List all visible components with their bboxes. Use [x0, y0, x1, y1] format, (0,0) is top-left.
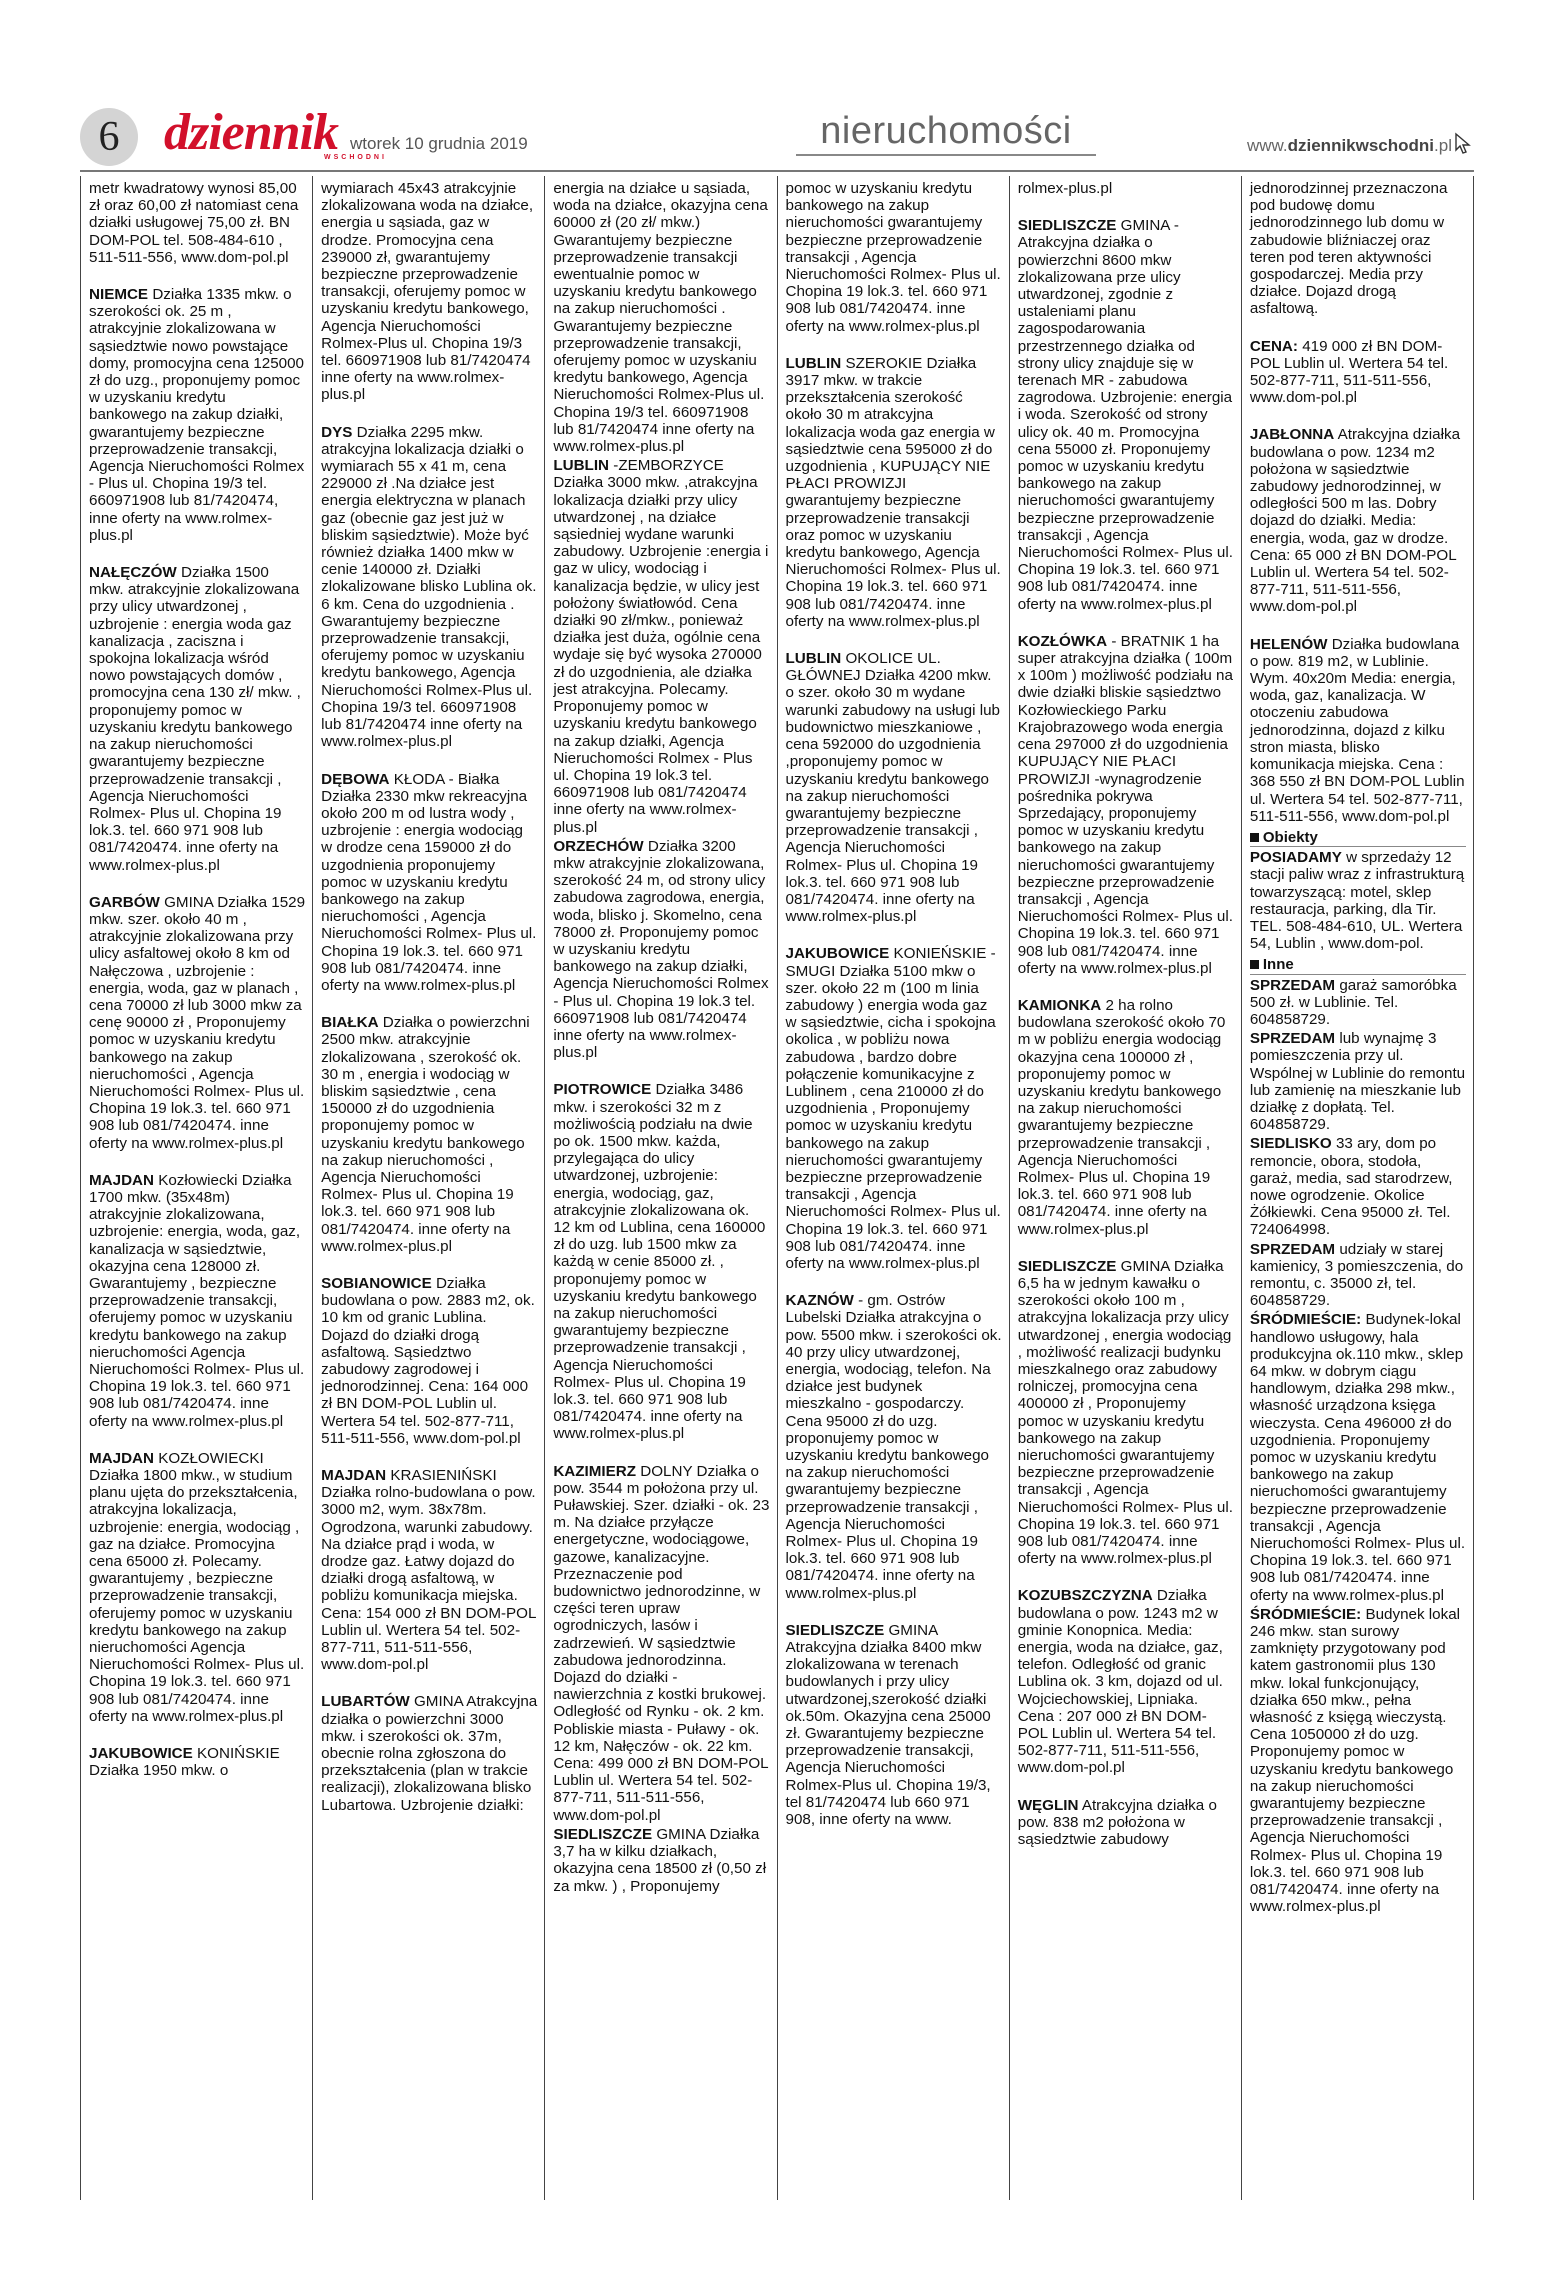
- newspaper-logo-sub: WSCHODNI: [324, 154, 387, 161]
- cursor-icon: [1454, 132, 1474, 156]
- issue-date: wtorek 10 grudnia 2019: [350, 134, 528, 153]
- ad-body: GMINA - Atrakcyjna działka o powierzchni 8600 mkw zlokalizowana prze ulicy utwardzonej, zgodnie z ustaleniami planu zagospodarowania przestrzennego działka od strony ulicy znajduje się w terenach MR - zabudowa zagrodowa. Uzbrojenie: energia i woda. Szerokość od strony ulicy ok. 40 m. Promocyjna cena 55000 zł. Proponujemy pomoc w uzyskaniu kredytu bankowego na zakup nieruchomości gwarantujemy bezpieczne przeprowadzenie transakcji , Agencja Nieruchomości Rolmex- Plus ul. Chopina 19 lok.3. tel. 660 971 908 lub 081/7420474. inne oferty na www.rolmex-plus.pl: [1017, 217, 1233, 613]
- classified-ad: [553, 180, 769, 455]
- ad-body: KRASIENIŃSKI Działka rolno-budowlana o pow. 3000 m2, wym. 38x78m. Ogrodzona, warunki zabudowy. Na działce prąd i woda, w drodze gaz. Łatwy dojazd do działki drogą asfaltową, w pobliżu komunikacja miejska. Cena: 154 000 zł BN DOM-POL Lublin ul. Wertera 54 tel. 502-877-711, 511-511-556, www.dom-pol.pl: [321, 1467, 536, 1674]
- ad-body: Działka 3486 mkw. i szerokości 32 m z możliwością podziału na dwie po ok. 1500 mkw. każda, przylegająca do ulicy utwardzonej, uzbrojenie: energia, wodociąg, gaz, atrakcyjnie zlokalizowana ok. 12 km od Lublina, cena 160000 zł do uzg. lub 1500 mkw za każdą w cenie 85000 zł. , proponujemy pomoc w uzyskaniu kredytu bankowego na zakup nieruchomości gwarantujemy bezpieczne przeprowadzenie transakcji , Agencja Nieruchomości Rolmex- Plus ul. Chopina 19 lok.3. tel. 660 971 908 lub 081/7420474. inne oferty na www.rolmex-plus.pl: [553, 1081, 766, 1443]
- classified-ad: [553, 457, 769, 835]
- ad-body: GMINA Atrakcyjna działka o powierzchni 3000 mkw. i szerokości ok. 37m, obecnie rolna zgłoszona do przekształcenia (plan w trakcie realizacji), zlokalizowana blisko Lubartowa. Uzbrojenie działki:: [321, 1693, 538, 1814]
- classified-ad: [89, 1745, 305, 1779]
- ad-body: SZEROKIE Działka 3917 mkw. w trakcie przekształcenia szerokość około 30 m atrakcyjna lokalizacja woda gaz energia w sąsiedztwie cena 595000 zł do uzgodnienia , KUPUJĄCY NIE PŁACI PROWIZJI gwarantujemy bezpieczne przeprowadzenie transakcji oraz pomoc w uzyskaniu kredytu bankowego, Agencja Nieruchomości Rolmex- Plus ul. Chopina 19 lok.3. tel. 660 971 908 lub 081/7420474. inne oferty na www.rolmex-plus.pl: [785, 354, 1001, 630]
- ad-heading: MAJDAN: [89, 1171, 154, 1189]
- classified-ad: [89, 564, 305, 874]
- square-bullet-icon: [1250, 960, 1259, 969]
- ad-heading: CENA:: [1249, 337, 1298, 355]
- classified-ad: [89, 1450, 305, 1725]
- ad-heading: NAŁĘCZÓW: [89, 564, 177, 582]
- classified-ad: [321, 424, 537, 751]
- classified-ad: [321, 1693, 537, 1813]
- classified-ad: [1250, 1030, 1466, 1133]
- ad-body: Działka budowlana o pow. 1243 m2 w gminie Konopnica. Media: energia, woda na działce, gaz, telefon. Odległość od granic Lublina ok. 3 km, dojazd od ul. Wojciechowskiej, Lipniaka. Cena : 207 000 zł BN DOM-POL Lublin ul. Wertera 54 tel. 502-877-711, 511-511-556, www.dom-pol.pl: [1017, 1587, 1223, 1777]
- ad-body: rolmex-plus.pl: [1017, 180, 1113, 197]
- ad-body: GMINA Działka 3,7 ha w kilku działkach, okazyjna cena 18500 zł (0,50 zł za mkw. ) , Proponujemy: [553, 1825, 767, 1895]
- website-link[interactable]: [1247, 136, 1452, 156]
- ad-heading: SPRZEDAM: [1249, 1030, 1336, 1048]
- ad-heading: NIEMCE: [89, 286, 149, 304]
- classified-ad: [1250, 1241, 1466, 1310]
- classified-ad: [1018, 1797, 1234, 1849]
- ad-body: Budynek lokal 246 mkw. stan surowy zamknięty przygotowany pod katem gastronomii plus 130 mkw. lokal funkcjonujący, działka 650 mkw., pełna własność z księgą wieczystą. Cena 1050000 zł do uzg. Proponujemy pomoc w uzyskaniu kredytu bankowego na zakup nieruchomości gwarantujemy bezpieczne przeprowadzenie transakcji , Agencja Nieruchomości Rolmex- Plus ul. Chopina 19 lok.3. tel. 660 971 908 lub 081/7420474. inne oferty na www.rolmex-plus.pl: [1249, 1605, 1461, 1916]
- classified-ad: [553, 1081, 769, 1442]
- ad-heading: LUBARTÓW: [321, 1693, 410, 1711]
- classified-ad: [321, 1467, 537, 1673]
- category-heading: [1250, 954, 1466, 974]
- header-rule: [80, 170, 1474, 172]
- ad-body: Atrakcyjna działka o pow. 838 m2 położona w sąsiedztwie zabudowy: [1017, 1796, 1217, 1849]
- ad-heading: LUBLIN: [553, 457, 610, 475]
- classified-ad: [89, 894, 305, 1152]
- ad-body: - BRATNIK 1 ha super atrakcyjna działka ( 100m x 100m ) możliwość podziału na dwie działki bliskie sąsiedztwo Kozłowieckiego Parku Krajobrazowego woda energia cena 297000 zł do uzgodnienia KUPUJĄCY NIE PŁACI PROWIZJI -wynagrodzenie pośrednika pokrywa Sprzedający, proponujemy pomoc w uzyskaniu kredytu bankowego na zakup nieruchomości gwarantujemy bezpieczne przeprowadzenie transakcji , Agencja Nieruchomości Rolmex- Plus ul. Chopina 19 lok.3. tel. 660 971 908 lub 081/7420474. inne oferty na www.rolmex-plus.pl: [1017, 632, 1233, 977]
- ad-body: lub wynajmę 3 pomieszczenia przy ul. Wspólnej w Lublinie do remontu lub zamienię na mieszkanie lub działkę z dopłatą. Tel. 604858729.: [1249, 1030, 1466, 1134]
- ad-body: 33 ary, dom po remoncie, obora, stodoła, garaż, media, sad starodrzew, nowe ogrodzenie. Okolice Żółkiewki. Cena 95000 zł. Tel. 724064998.: [1249, 1135, 1453, 1239]
- ad-body: 2 ha rolno budowlana szerokość około 70 m w pobliżu energia wodociąg okazyjna cena 100000 zł , proponujemy pomoc w uzyskaniu kredytu bankowego na zakup nieruchomości gwarantujemy bezpieczne przeprowadzenie transakcji , Agencja Nieruchomości Rolmex- Plus ul. Chopina 19 lok.3. tel. 660 971 908 lub 081/7420474. inne oferty na www.rolmex-plus.pl: [1017, 996, 1226, 1238]
- category-heading: [1250, 827, 1466, 847]
- ad-heading: MAJDAN: [321, 1467, 387, 1485]
- classified-ad: [89, 1172, 305, 1430]
- ad-heading: SIEDLISZCZE: [1017, 217, 1117, 235]
- classified-ad: [321, 1014, 537, 1255]
- website-suffix: .pl: [1434, 136, 1452, 155]
- ad-heading: LUBLIN: [785, 650, 842, 668]
- classified-ad: [1250, 849, 1466, 952]
- ad-body: Kozłowiecki Działka 1700 mkw. (35x48m) atrakcyjnie zlokalizowana, uzbrojenie: energia, woda, gaz, kanalizacja w sąsiedztwie, okazyjna cena 128000 zł. Gwarantujemy , bezpieczne przeprowadzenie transakcji, oferujemy pomoc w uzyskaniu kredytu bankowego na zakup nieruchomości Agencja Nieruchomości Rolmex- Plus ul. Chopina 19 lok.3. tel. 660 971 908 lub 081/7420474. inne oferty na www.rolmex-plus.pl: [89, 1171, 305, 1430]
- classified-ad: [553, 838, 769, 1062]
- ad-body: Atrakcyjna działka budowlana o pow. 1234 m2 położona w sąsiedztwie zabudowy jednorodzinnej, w odległości 500 m las. Dobry dojazd do działki. Media: energia, woda, gaz w drodze. Cena: 65 000 zł BN DOM-POL Lublin ul. Wertera 54 tel. 502-877-711, 511-511-556, www.dom-pol.pl: [1249, 426, 1461, 616]
- classified-ad: [1018, 997, 1234, 1238]
- column-3: [544, 176, 776, 2200]
- ad-heading: SIEDLISZCZE: [785, 1621, 885, 1639]
- column-5: [1009, 176, 1241, 2200]
- classified-ad: [321, 771, 537, 995]
- ad-body: -ZEMBORZYCE Działka 3000 mkw. ,atrakcyjna lokalizacja działki przy ulicy utwardzonej , na działce sąsiedniej wydane warunki zabudowy. Uzbrojenie :energia i gaz w ulicy, wodociąg i kanalizacja będzie, w ulicy jest położony światłowód. Cena działki 90 zł/mkw., ponieważ działka jest duża, ogólnie cena wydaje się być wysoka 270000 zł do uzgodnienia, ale działka jest atrakcyjna. Polecamy. Proponujemy pomoc w uzyskaniu kredytu bankowego na zakup działki, Agencja Nieruchomości Rolmex - Plus ul. Chopina 19 lok.3 tel. 660971908 lub 081/7420474 inne oferty na www.rolmex-plus.pl: [553, 457, 769, 836]
- ad-heading: SOBIANOWICE: [321, 1274, 432, 1292]
- ad-heading: WĘGLIN: [1017, 1796, 1079, 1814]
- ad-heading: JAKUBOWICE: [785, 945, 890, 963]
- ad-heading: PIOTROWICE: [553, 1081, 652, 1099]
- ad-body: metr kwadratowy wynosi 85,00 zł oraz 60,00 zł natomiast cena działki usługowej 75,00 zł. BN DOM-POL tel. 508-484-610 , 511-511-556, www.dom-pol.pl: [89, 180, 299, 266]
- classified-ad: [1018, 1258, 1234, 1568]
- classified-ad: [1018, 1587, 1234, 1776]
- ad-heading: JAKUBOWICE: [89, 1745, 193, 1763]
- ad-heading: JABŁONNA: [1249, 426, 1335, 444]
- classified-ad: [1250, 1311, 1466, 1603]
- ad-body: Działka o powierzchni 2500 mkw. atrakcyjnie zlokalizowana , szerokość ok. 30 m , energia i wodociąg w bliskim sąsiedztwie , cena 150000 zł do uzgodnienia proponujemy pomoc w uzyskaniu kredytu bankowego na zakup nieruchomości , Agencja Nieruchomości Rolmex- Plus ul. Chopina 19 lok.3. tel. 660 971 908 lub 081/7420474. inne oferty na www.rolmex-plus.pl: [321, 1014, 530, 1255]
- column-6: [1241, 176, 1474, 2200]
- ad-heading: ORZECHÓW: [553, 837, 644, 855]
- classified-ad: [1018, 180, 1234, 197]
- ad-heading: LUBLIN: [785, 354, 842, 372]
- classified-ad: [786, 1622, 1002, 1828]
- classified-ad: [1250, 1135, 1466, 1238]
- ad-body: w sprzedaży 12 stacji paliw wraz z infrastrukturą towarzyszącą: motel, sklep restauracja, parking, dla Tir. TEL. 508-484-610, UL. Wertera 54, Lublin , www.dom-pol.: [1249, 849, 1465, 953]
- ad-body: GMINA Działka 6,5 ha w jednym kawałku o szerokości około 100 m , atrakcyjna lokalizacja przy ulicy utwardzonej , energia wodociąg , możliwość realizacji budynku mieszkalnego oraz zabudowy rolniczej, promocyjna cena 400000 zł , Proponujemy pomoc w uzyskaniu kredytu bankowego na zakup nieruchomości gwarantujemy bezpieczne przeprowadzenie transakcji , Agencja Nieruchomości Rolmex- Plus ul. Chopina 19 lok.3. tel. 660 971 908 lub 081/7420474. inne oferty na www.rolmex-plus.pl: [1017, 1257, 1233, 1568]
- ad-body: Działka budowlana o pow. 819 m2, w Lublinie. Wym. 40x20m Media: energia, woda, gaz, kanalizacja. W otoczeniu zabudowa jednorodzinna, dojazd z kilku stron miasta, blisko komunikacja miejska. Cena : 368 550 zł BN DOM-POL Lublin ul. Wertera 54 tel. 502-877-711, 511-511-556, www.dom-pol.pl: [1249, 635, 1465, 825]
- ad-heading: KAMIONKA: [1017, 996, 1102, 1014]
- classified-ad: [786, 355, 1002, 630]
- classified-ad: [1250, 426, 1466, 615]
- column-4: [777, 176, 1009, 2200]
- ad-body: Działka 3200 mkw atrakcyjnie zlokalizowana, szerokość 24 m, od strony ulicy zabudowa zagrodowa, energia, woda, blisko j. Skomelno, cena 78000 zł. Proponujemy pomoc w uzyskaniu kredytu bankowego na zakup działki, Agencja Nieruchomości Rolmex - Plus ul. Chopina 19 lok.3 tel. 660971908 lub 081/7420474 inne oferty na www.rolmex-plus.pl: [553, 837, 769, 1062]
- ad-body: Działka 2295 mkw. atrakcyjna lokalizacja działki o wymiarach 55 x 41 m, cena 229000 zł .Na działce jest energia elektryczna w planach gaz (obecnie gaz jest już w bliskim sąsiedztwie). Może być również działka 1400 mkw w cenie 140000 zł. Działki zlokalizowane blisko Lublina ok. 6 km. Cena do uzgodnienia . Gwarantujemy bezpieczne przeprowadzenie transakcji, oferujemy pomoc w uzyskaniu kredytu bankowego, Agencja Nieruchomości Rolmex-Plus ul. Chopina 19/3 tel. 660971908 lub 81/7420474 inne oferty na www.rolmex-plus.pl: [321, 423, 537, 751]
- ad-body: pomoc w uzyskaniu kredytu bankowego na zakup nieruchomości gwarantujemy bezpieczne przeprowadzenie transakcji , Agencja Nieruchomości Rolmex- Plus ul. Chopina 19 lok.3. tel. 660 971 908 lub 081/7420474. inne oferty na www.rolmex-plus.pl: [785, 180, 1001, 335]
- ad-body: jednorodzinnej przeznaczona pod budowę domu jednorodzinnego lub domu w zabudowie bliźniaczej oraz teren pod teren aktywności gospodarczej. Media przy działce. Dojazd drogą asfaltową.: [1249, 180, 1448, 318]
- classified-ad: [553, 1463, 769, 1824]
- classified-ad: [1250, 1606, 1466, 1916]
- ad-body: KONIŃSKIE Działka 1950 mkw. o: [89, 1745, 280, 1780]
- ad-body: OKOLICE UL. GŁÓWNEJ Działka 4200 mkw. o szer. około 30 m wydane warunki zabudowy na usługi lub budownictwo mieszkaniowe , cena 592000 do uzgodnienia ,proponujemy pomoc w uzyskaniu kredytu bankowego na zakup nieruchomości gwarantujemy bezpieczne przeprowadzenie transakcji , Agencja Nieruchomości Rolmex- Plus ul. Chopina 19 lok.3. tel. 660 971 908 lub 081/7420474. inne oferty na www.rolmex-plus.pl: [785, 650, 1000, 926]
- ad-body: wymiarach 45x43 atrakcyjnie zlokalizowana woda na działce, energia u sąsiada, gaz w drodze. Promocyjna cena 239000 zł, gwarantujemy bezpieczne przeprowadzenie transakcji, oferujemy pomoc w uzyskaniu kredytu bankowego, Agencja Nieruchomości Rolmex-Plus ul. Chopina 19/3 tel. 660971908 lub 81/7420474 inne oferty na www.rolmex-plus.pl: [321, 180, 534, 404]
- ad-heading: DYS: [321, 423, 353, 441]
- classified-ad: [1250, 977, 1466, 1029]
- ad-body: Działka 1500 mkw. atrakcyjnie zlokalizowana przy ulicy utwardzonej , uzbrojenie : energia woda gaz kanalizacja , zaciszna i spokojna lokalizacja wśród nowo powstających domów , promocyjna cena 130 zł/ mkw. , proponujemy pomoc w uzyskaniu kredytu bankowego na zakup nieruchomości gwarantujemy bezpieczne przeprowadzenie transakcji , Agencja Nieruchomości Rolmex- Plus ul. Chopina 19 lok.3. tel. 660 971 908 lub 081/7420474. inne oferty na www.rolmex-plus.pl: [89, 564, 301, 874]
- classified-ad: [89, 180, 305, 266]
- classified-ad: [321, 1275, 537, 1447]
- ad-heading: MAJDAN: [89, 1449, 154, 1467]
- ad-body: KONIEŃSKIE - SMUGI Działka 5100 mkw o szer. około 22 m (100 m linia zabudowy ) energia woda gaz w sąsiedztwie, cicha i spokojna okolica , w pobliżu nowa zabudowa , bardzo dobre połączenie komunikacyjne z Lublinem , cena 210000 zł do uzgodnienia , Proponujemy pomoc w uzyskaniu kredytu bankowego na zakup nieruchomości gwarantujemy bezpieczne przeprowadzenie transakcji , Agencja Nieruchomości Rolmex- Plus ul. Chopina 19 lok.3. tel. 660 971 908 lub 081/7420474. inne oferty na www.rolmex-plus.pl: [785, 945, 1001, 1272]
- classified-ad: [1018, 217, 1234, 613]
- category-label: Obiekty: [1262, 828, 1318, 846]
- ad-heading: KOZUBSZCZYZNA: [1017, 1587, 1153, 1605]
- classified-ad: [1250, 180, 1466, 318]
- ad-heading: BIAŁKA: [321, 1014, 379, 1032]
- classified-ad: [786, 945, 1002, 1272]
- ad-heading: KOZŁÓWKA: [1017, 632, 1108, 650]
- ad-heading: SPRZEDAM: [1249, 1240, 1336, 1258]
- classified-ad: [1250, 338, 1466, 407]
- ad-heading: ŚRÓDMIEŚCIE:: [1249, 1605, 1362, 1623]
- classified-ad: [786, 1292, 1002, 1602]
- ad-body: GMINA Działka 1529 mkw. szer. około 40 m , atrakcyjnie zlokalizowana przy ulicy asfaltowej około 8 km od Nałęczowa , uzbrojenie : energia, woda, gaz w planach , cena 70000 zł lub 3000 mkw za cenę 90000 zł , Proponujemy pomoc w uzyskaniu kredytu bankowego na zakup nieruchomości , Agencja Nieruchomości Rolmex- Plus ul. Chopina 19 lok.3. tel. 660 971 908 lub 081/7420474. inne oferty na www.rolmex-plus.pl: [89, 893, 306, 1152]
- classified-ad: [1250, 636, 1466, 825]
- ad-heading: KAZNÓW: [785, 1292, 854, 1310]
- ad-heading: SIEDLISZCZE: [553, 1825, 653, 1843]
- ad-body: Działka 1335 mkw. o szerokości ok. 25 m , atrakcyjnie zlokalizowana w sąsiedztwie nowo powstające domy, promocyjna cena 125000 zł do uzg., proponujemy pomoc w uzyskaniu kredytu bankowego na zakup działki, gwarantujemy bezpieczne przeprowadzenie transakcji, Agencja Nieruchomości Rolmex - Plus ul. Chopina 19/3 tel. 660971908 lub 81/7420474, inne oferty na www.rolmex-plus.pl: [89, 286, 305, 544]
- ad-body: - gm. Ostrów Lubelski Działka atrakcyjna o pow. 5500 mkw. i szerokości ok. 40 przy ulicy utwardzonej, energia, wodociąg, telefon. Na działce jest budynek mieszkalno - gospodarczy. Cena 95000 zł do uzg. proponujemy pomoc w uzyskaniu kredytu bankowego na zakup nieruchomości gwarantujemy bezpieczne przeprowadzenie transakcji , Agencja Nieruchomości Rolmex- Plus ul. Chopina 19 lok.3. tel. 660 971 908 lub 081/7420474. inne oferty na www.rolmex-plus.pl: [785, 1292, 1002, 1602]
- ad-heading: SIEDLISKO: [1249, 1135, 1332, 1153]
- column-1: [80, 176, 312, 2200]
- ad-body: Działka budowlana o pow. 2883 m2, ok. 10 km od granic Lublina. Dojazd do działki drogą asfaltową. Sąsiedztwo zabudowy zagrodowej i jednorodzinnej. Cena: 164 000 zł BN DOM-POL Lublin ul. Wertera 54 tel. 502-877-711, 511-511-556, www.dom-pol.pl: [321, 1274, 535, 1447]
- classified-ad: [786, 650, 1002, 925]
- ad-heading: DĘBOWA: [321, 770, 390, 788]
- ad-body: Budynek-lokal handlowo usługowy, hala produkcyjna ok.110 mkw., sklep 64 mkw. w dobrym ciągu handlowym, działka 298 mkw., własność urządzona księga wieczysta. Cena 496000 zł do uzgodnienia. Proponujemy pomoc w uzyskaniu kredytu bankowego na zakup nieruchomości gwarantujemy bezpieczne przeprowadzenie transakcji , Agencja Nieruchomości Rolmex- Plus ul. Chopina 19 lok.3. tel. 660 971 908 lub 081/7420474. inne oferty na www.rolmex-plus.pl: [1249, 1311, 1466, 1604]
- ad-body: udziały w starej kamienicy, 3 pomieszczenia, do remontu, c. 35000 zł, tel. 604858729.: [1249, 1240, 1464, 1310]
- ad-body: garaż samoróbka 500 zł. w Lublinie. Tel. 604858729.: [1249, 976, 1457, 1028]
- ad-heading: POSIADAMY: [1249, 849, 1342, 867]
- category-label: Inne: [1262, 956, 1294, 974]
- column-2: [312, 176, 544, 2200]
- section-title: nieruchomości: [796, 108, 1096, 156]
- ad-heading: SPRZEDAM: [1249, 976, 1336, 994]
- ad-heading: SIEDLISZCZE: [1017, 1257, 1117, 1275]
- classifieds-columns: [80, 176, 1474, 2200]
- ad-heading: HELENÓW: [1249, 635, 1328, 653]
- classified-ad: [321, 180, 537, 404]
- ad-body: energia na działce u sąsiada, woda na działce, okazyjna cena 60000 zł (20 zł/ mkw.) Gwarantujemy bezpieczne przeprowadzenie transakcji ewentualnie pomoc w uzyskaniu kredytu bankowego na zakup nieruchomości . Gwarantujemy bezpieczne przeprowadzenie transakcji, oferujemy pomoc w uzyskaniu kredytu bankowego, Agencja Nieruchomości Rolmex-Plus ul. Chopina 19/3 tel. 660971908 lub 81/7420474 inne oferty na www.rolmex-plus.pl: [553, 180, 768, 456]
- ad-heading: ŚRÓDMIEŚCIE:: [1249, 1311, 1362, 1329]
- newspaper-logo[interactable]: dziennik: [164, 104, 339, 161]
- website-prefix: www.: [1247, 136, 1288, 155]
- ad-body: 419 000 zł BN DOM-POL Lublin ul. Wertera 54 tel. 502-877-711, 511-511-556, www.dom-pol.pl: [1249, 337, 1449, 407]
- page-number: 6: [80, 108, 138, 166]
- classified-ad: [89, 286, 305, 544]
- classified-ad: [553, 1826, 769, 1895]
- page-header: [80, 104, 1474, 166]
- ad-body: DOLNY Działka o pow. 3544 m położona przy ul. Puławskiej. Szer. działki - ok. 23 m. Na działce przyłącze energetyczne, wodociągowe, gazowe, kanalizacyjne. Przeznaczenie pod budownictwo jednorodzinne, w części teren upraw ogrodniczych, lasów i zadrzewień. W sąsiedztwie zabudowa jednorodzinna. Dojazd do działki - nawierzchnia z kostki brukowej. Odległość od Rynku - ok. 2 km. Pobliskie miasta - Puławy - ok. 12 km, Nałęczów - ok. 22 km. Cena: 499 000 zł BN DOM-POL Lublin ul. Wertera 54 tel. 502-877-711, 511-511-556, www.dom-pol.pl: [553, 1462, 770, 1824]
- ad-body: GMINA Atrakcyjna działka 8400 mkw zlokalizowana w terenach budowlanych i przy ulicy utwardzonej,szerokość działki ok.50m. Okazyjna cena 25000 zł. Gwarantujemy bezpieczne przeprowadzenie transakcji, Agencja Nieruchomości Rolmex-Plus ul. Chopina 19/3, tel 81/7420474 lub 660 971 908, inne oferty na www.: [785, 1621, 991, 1829]
- square-bullet-icon: [1250, 833, 1259, 842]
- ad-heading: GARBÓW: [89, 893, 160, 911]
- ad-body: KŁODA - Białka Działka 2330 mkw rekreacyjna około 200 m od lustra wody , uzbrojenie : energia wodociąg w drodze cena 159000 zł do uzgodnienia proponujemy pomoc w uzyskaniu kredytu bankowego na zakup nieruchomości , Agencja Nieruchomości Rolmex- Plus ul. Chopina 19 lok.3. tel. 660 971 908 lub 081/7420474. inne oferty na www.rolmex-plus.pl: [321, 770, 537, 994]
- classified-ad: [786, 180, 1002, 335]
- ad-body: KOZŁOWIECKI Działka 1800 mkw., w studium planu ujęta do przekształcenia, atrakcyjna lokalizacja, uzbrojenie: energia, wodociąg , gaz na działce. Promocyjna cena 65000 zł. Polecamy. gwarantujemy , bezpieczne przeprowadzenie transakcji, oferujemy pomoc w uzyskaniu kredytu bankowego na zakup nieruchomości Agencja Nieruchomości Rolmex- Plus ul. Chopina 19 lok.3. tel. 660 971 908 lub 081/7420474. inne oferty na www.rolmex-plus.pl: [89, 1449, 305, 1725]
- website-name: dziennikwschodni: [1287, 136, 1435, 155]
- classified-ad: [1018, 633, 1234, 977]
- ad-heading: KAZIMIERZ: [553, 1462, 637, 1480]
